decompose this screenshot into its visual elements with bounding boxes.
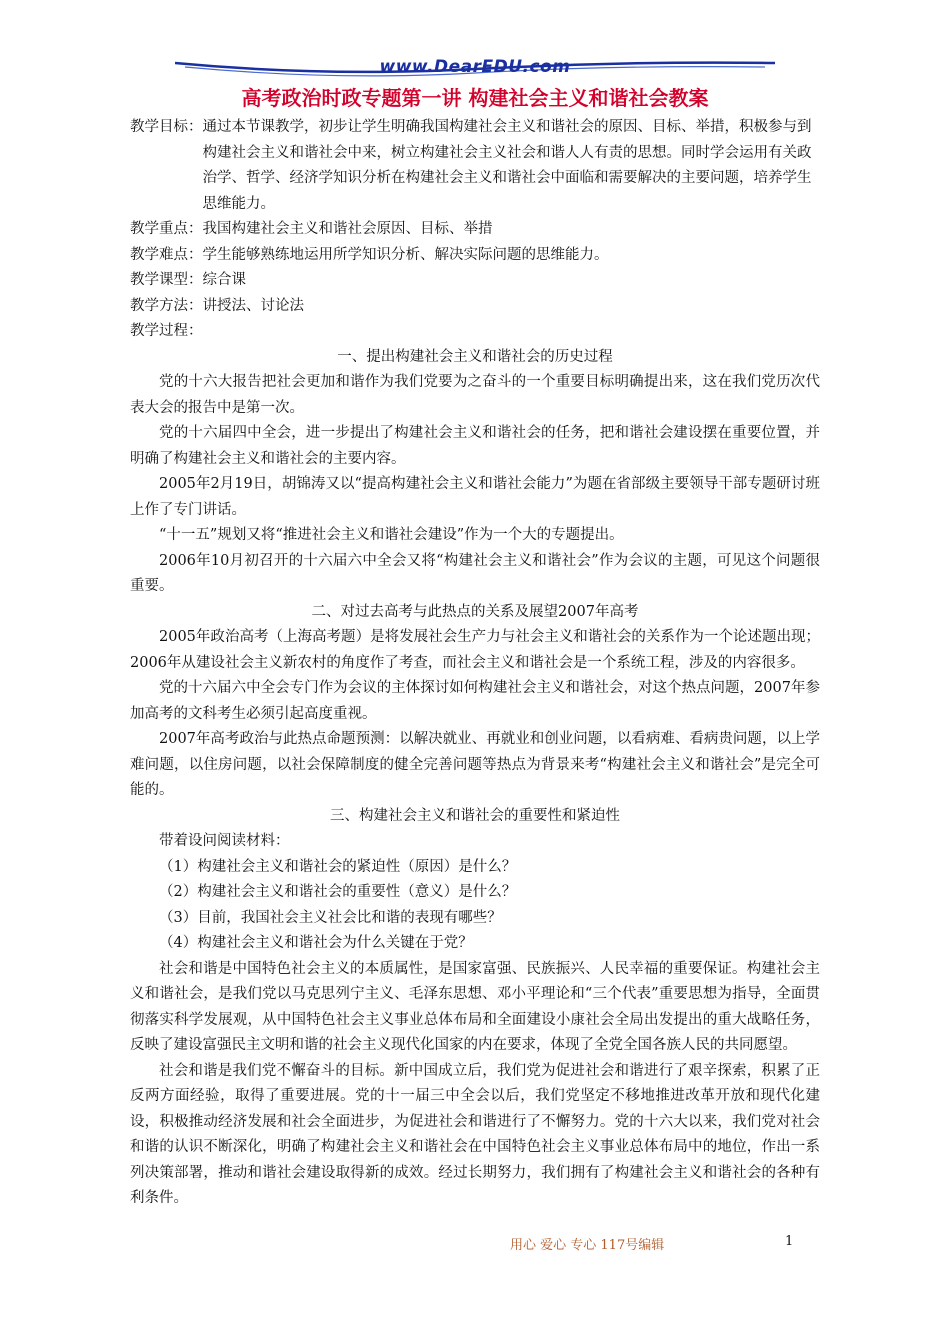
meta-label: 教学目标： (130, 119, 203, 135)
paragraph: 党的十六届六中全会专门作为会议的主体探讨如何构建社会主义和谐社会，对这个热点问题，2007年参加高考的文科考生必须引起高度重视。 (130, 680, 820, 722)
question-item: （3）目前，我国社会主义社会比和谐的表现有哪些？ (159, 909, 502, 926)
meta-value: 讲授法、讨论法 (202, 297, 304, 314)
question-item: （2）构建社会主义和谐社会的重要性（意义）是什么？ (159, 884, 517, 900)
section-heading-3: 三、构建社会主义和谐社会的重要性和紧迫性 (330, 807, 620, 824)
meta-label: 教学课型： (130, 272, 203, 288)
meta-value: 综合课 (202, 272, 246, 288)
footer-text: 用心 爱心 专心 117号编辑 (510, 1238, 665, 1253)
section-heading-2: 二、对过去高考与此热点的关系及展望2007年高考 (311, 603, 639, 620)
question-item: （1）构建社会主义和谐社会的紧迫性（原因）是什么？ (159, 858, 517, 875)
meta-value: 我国构建社会主义和谐社会原因、目标、举措 (202, 221, 493, 237)
meta-row-difficulty (130, 243, 820, 269)
meta-label: 教学过程： (130, 323, 203, 339)
paragraph: 党的十六届四中全会，进一步提出了构建社会主义和谐社会的任务，把和谐社会建设摆在重要位置，并明确了构建社会主义和谐社会的主要内容。 (130, 425, 820, 467)
page-number: 1 (785, 1234, 794, 1249)
meta-label: 教学重点： (130, 221, 203, 237)
meta-row-lesson-type (130, 268, 820, 294)
meta-row-key-point (130, 217, 820, 243)
meta-value: 通过本节课教学，初步让学生明确我国构建社会主义和谐社会的原因、目标、举措，积极参与到构建社会主义和谐社会中来，树立构建社会主义社会和谐人人有责的思想。同时学会运用有关政治学、哲学、经济学知识分析在构建社会主义和谐社会中面临和需要解决的主要问题，培养学生思维能力。 (202, 119, 812, 212)
document-page (130, 55, 820, 1212)
paragraph: 2005年政治高考（上海高考题）是将发展社会生产力与社会主义和谐社会的关系作为一个论述题出现；2006年从建设社会主义新农村的角度作了考查，而社会主义和谐社会是一个系统工程，涉及的内容很多。 (130, 629, 820, 671)
paragraph: 2005年2月19日，胡锦涛又以“提高构建社会主义和谐社会能力”为题在省部级主要领导干部专题研讨班上作了专门讲话。 (130, 476, 820, 518)
meta-row-objective (130, 115, 820, 217)
meta-label: 教学方法： (130, 297, 203, 314)
paragraph: 社会和谐是我们党不懈奋斗的目标。新中国成立后，我们党为促进社会和谐进行了艰辛探索，积累了正反两方面经验，取得了重要进展。党的十一届三中全会以后，我们党坚定不移地推进改革开放和现代化建设，积极推动经济发展和社会全面进步，为促进社会和谐进行了不懈努力。党的十六大以来，我们党对社会和谐的认识不断深化，明确了构建社会主义和谐社会在中国特色社会主义事业总体布局中的地位，作出一系列决策部署，推动和谐社会建设取得新的成效。经过长期努力，我们拥有了构建社会主义和谐社会的各种有利条件。 (130, 1062, 820, 1206)
paragraph: “十一五”规划又将“推进社会主义和谐社会建设”作为一个大的专题提出。 (159, 527, 624, 543)
meta-row-method (130, 294, 820, 320)
reading-intro: 带着设问阅读材料： (159, 833, 290, 849)
site-logo (130, 55, 820, 83)
document-title: 高考政治时政专题第一讲 构建社会主义和谐社会教案 (241, 86, 709, 110)
meta-value: 学生能够熟练地运用所学知识分析、解决实际问题的思维能力。 (202, 246, 609, 263)
meta-label: 教学难点： (130, 246, 203, 263)
paragraph: 2006年10月初召开的十六届六中全会又将“构建社会主义和谐社会”作为会议的主题，可见这个问题很重要。 (130, 552, 820, 594)
paragraph: 2007年高考政治与此热点命题预测：以解决就业、再就业和创业问题，以看病难、看病贵问题，以上学难问题，以住房问题，以社会保障制度的健全完善问题等热点为背景来考“构建社会主义和谐社会”是完全可能的。 (130, 731, 820, 798)
meta-row-process (130, 319, 820, 345)
paragraph: 党的十六大报告把社会更加和谐作为我们党要为之奋斗的一个重要目标明确提出来，这在我们党历次代表大会的报告中是第一次。 (130, 374, 820, 416)
question-item: （4）构建社会主义和谐社会为什么关键在于党？ (159, 935, 473, 951)
section-heading-1: 一、提出构建社会主义和谐社会的历史过程 (337, 348, 613, 365)
logo-text: www.DearEDU.com (379, 57, 571, 77)
paragraph: 社会和谐是中国特色社会主义的本质属性，是国家富强、民族振兴、人民幸福的重要保证。构建社会主义和谐社会，是我们党以马克思列宁主义、毛泽东思想、邓小平理论和“三个代表”重要思想为指导，全面贯彻落实科学发展观，从中国特色社会主义事业总体布局和全面建设小康社会全局出发提出的重大战略任务，反映了建设富强民主文明和谐的社会主义现代化国家的内在要求，体现了全党全国各族人民的共同愿望。 (130, 960, 820, 1053)
